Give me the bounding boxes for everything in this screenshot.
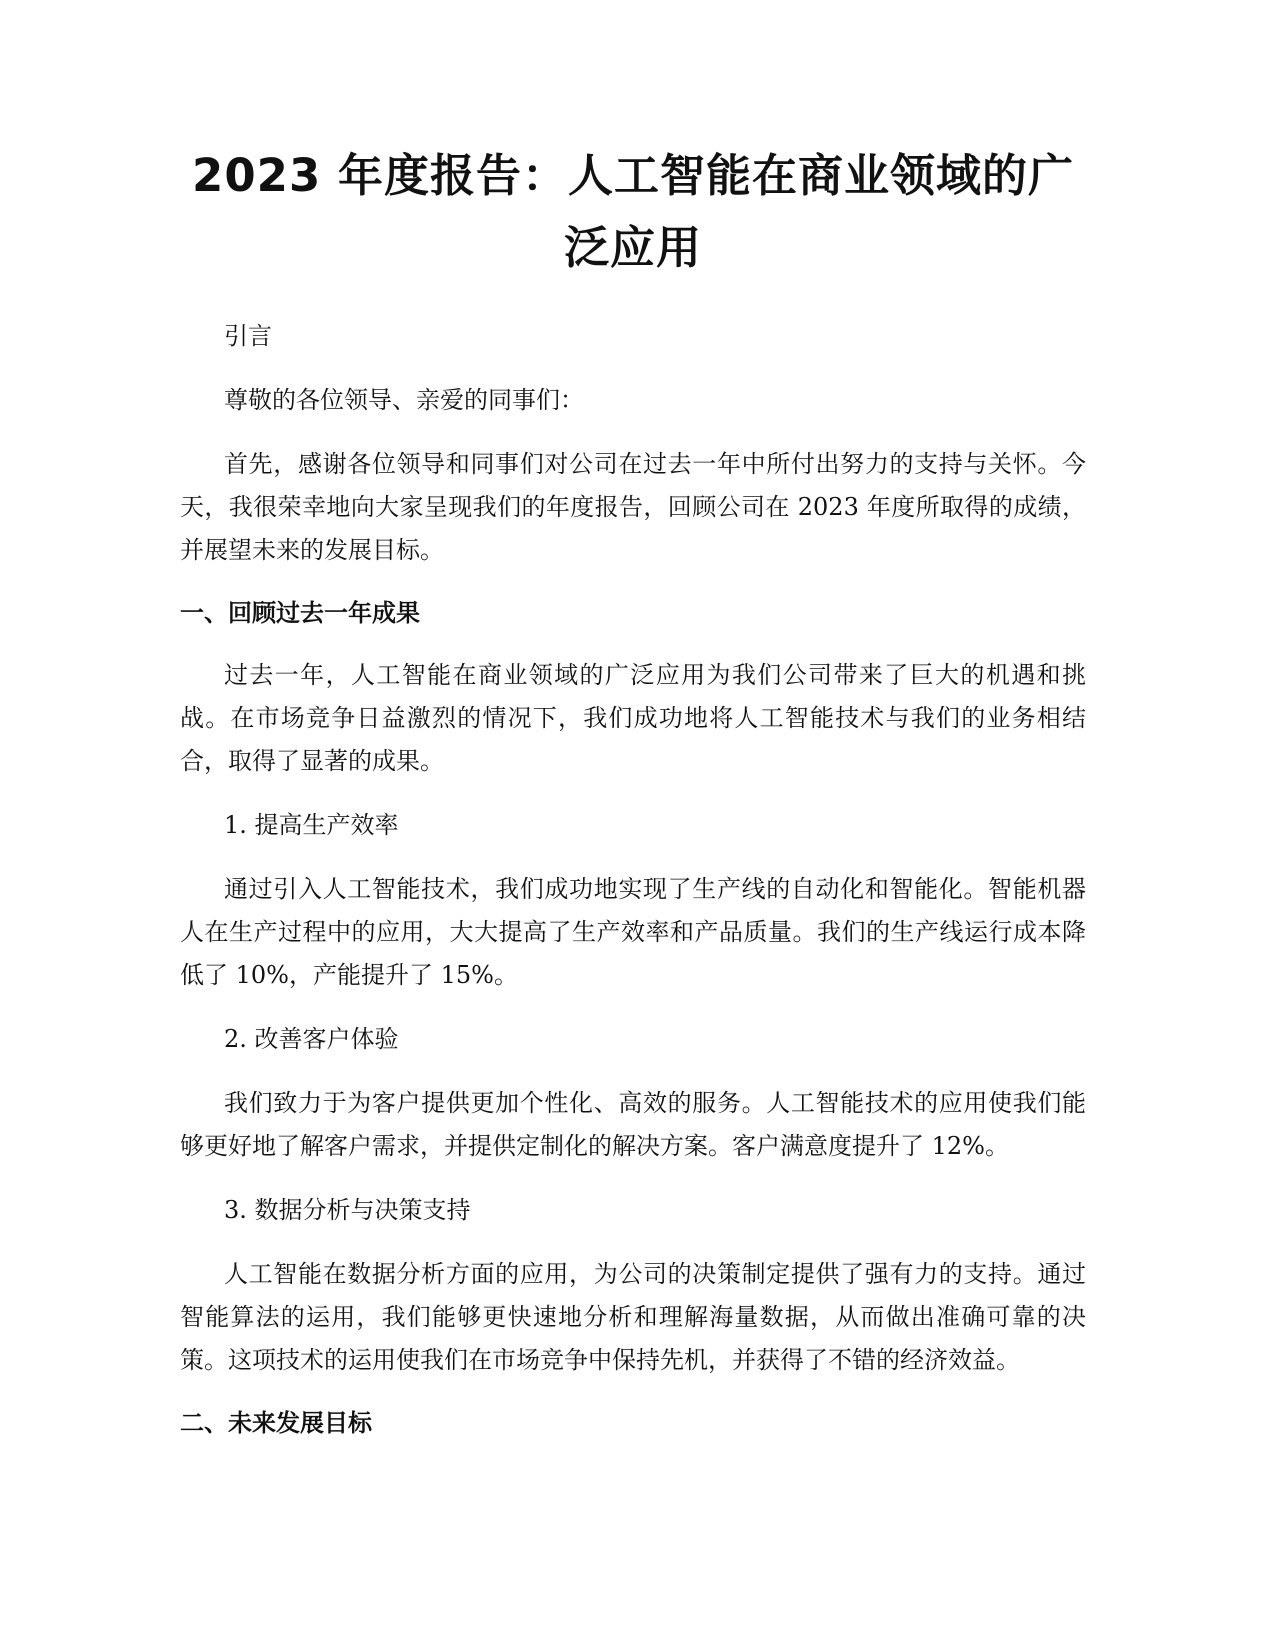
section-heading-future: 二、未来发展目标 bbox=[180, 1409, 372, 1437]
section-review-paragraph: 过去一年，人工智能在商业领域的广泛应用为我们公司带来了巨大的机遇和挑战。在市场竞争日益激烈的情况下，我们成功地将人工智能技术与我们的业务相结合，取得了显著的成果。 bbox=[180, 661, 1086, 775]
document-title: 2023 年度报告：人工智能在商业领域的广泛应用 bbox=[192, 149, 1074, 274]
subsection-heading-data: 3. 数据分析与决策支持 bbox=[224, 1196, 471, 1224]
subsection-text-customer: 我们致力于为客户提供更加个性化、高效的服务。人工智能技术的应用使我们能够更好地了解客户需求，并提供定制化的解决方案。客户满意度提升了 12%。 bbox=[180, 1089, 1086, 1160]
subsection-heading-customer: 2. 改善客户体验 bbox=[224, 1025, 399, 1053]
document-page bbox=[180, 140, 1086, 1464]
greeting: 尊敬的各位领导、亲爱的同事们： bbox=[224, 386, 584, 414]
section-heading-review: 一、回顾过去一年成果 bbox=[180, 599, 420, 627]
subsection-text-data: 人工智能在数据分析方面的应用，为公司的决策制定提供了强有力的支持。通过智能算法的运用，我们能够更快速地分析和理解海量数据，从而做出准确可靠的决策。这项技术的运用使我们在市场竞争中保持先机，并获得了不错的经济效益。 bbox=[180, 1260, 1086, 1374]
intro-label: 引言 bbox=[224, 322, 272, 350]
intro-paragraph: 首先，感谢各位领导和同事们对公司在过去一年中所付出努力的支持与关怀。今天，我很荣幸地向大家呈现我们的年度报告，回顾公司在 2023 年度所取得的成绩，并展望未来的发展目标。 bbox=[180, 450, 1086, 564]
subsection-heading-efficiency: 1. 提高生产效率 bbox=[224, 811, 399, 839]
subsection-text-efficiency: 通过引入人工智能技术，我们成功地实现了生产线的自动化和智能化。智能机器人在生产过程中的应用，大大提高了生产效率和产品质量。我们的生产线运行成本降低了 10%，产能提升了 15%。 bbox=[180, 875, 1086, 989]
